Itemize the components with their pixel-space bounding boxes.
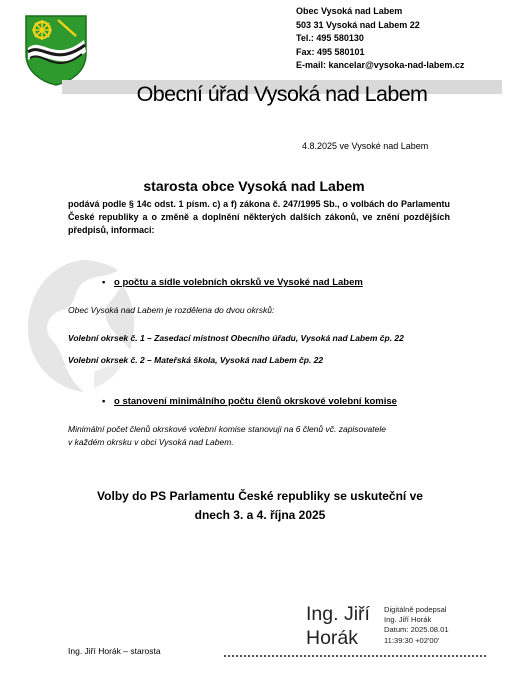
district-2: Volební okrsek č. 2 – Mateřská škola, Vysoká nad Labem čp. 22 <box>68 355 324 365</box>
contact-address: 503 31 Vysoká nad Labem 22 <box>296 19 420 30</box>
digital-signature-name <box>306 602 370 650</box>
signature-name-line1: Ing. Jiří <box>306 603 370 625</box>
election-line1: Volby do PS Parlamentu České republiky se uskuteční ve <box>97 489 423 503</box>
contact-block <box>296 5 464 73</box>
signer-name: Ing. Jiří Horák – starosta <box>68 646 161 656</box>
intro-paragraph: podává podle § 14c odst. 1 písm. c) a f) zákona č. 247/1995 Sb., o volbách do Parlamentu České republiky a o změně a doplnění některých dalších zákonů, ve znění pozdějších předpisů, informaci: <box>68 199 450 235</box>
election-line2: dnech 3. a 4. října 2025 <box>194 508 326 522</box>
section1-text: Obec Vysoká nad Labem je rozdělena do dvou okrsků: <box>68 305 275 315</box>
signature-line <box>224 655 486 657</box>
globe-watermark <box>22 254 140 396</box>
contact-phone: Tel.: 495 580130 <box>296 33 364 43</box>
section1-heading: • o počtu a sídle volebních okrsků ve Vysoké nad Labem <box>102 277 363 288</box>
contact-fax: Fax: 495 580101 <box>296 46 365 57</box>
page-title: Obecní úřad Vysoká nad Labem <box>136 82 428 106</box>
district-1: Volební okrsek č. 1 – Zasedací místnost Obecního úřadu, Vysoká nad Labem čp. 22 <box>68 333 404 343</box>
globe-icon <box>22 254 140 396</box>
signature-info-line2: Ing. Jiří Horák <box>384 615 432 625</box>
contact-name: Obec Vysoká nad Labem <box>296 6 403 16</box>
announcement-heading: starosta obce Vysoká nad Labem <box>143 178 365 194</box>
election-announcement <box>60 487 460 525</box>
contact-email[interactable]: E-mail: kancelar@vysoka-nad-labem.cz <box>296 60 465 70</box>
document-date: 4.8.2025 ve Vysoké nad Labem <box>302 141 429 151</box>
signature-info-line3: Datum: 2025.08.01 <box>384 625 449 635</box>
crest-icon <box>24 14 88 86</box>
signature-info-line1: Digitálně podepsal <box>384 605 447 614</box>
digital-signature-info <box>384 605 449 646</box>
section2-heading: • o stanovení minimálního počtu členů okrskové volební komise <box>102 396 397 407</box>
signature-info-line4: 11:39:30 +02'00' <box>384 635 440 645</box>
section2-text-line1: Minimální počet členů okrskové volební komise stanovuji na 6 členů vč. zapisovatele <box>68 424 386 434</box>
section2-text <box>68 423 386 449</box>
signature-name-line2: Horák <box>306 627 359 649</box>
municipal-crest <box>24 14 88 86</box>
section2-text-line2: v každém okrsku v obci Vysoká nad Labem. <box>68 437 234 447</box>
